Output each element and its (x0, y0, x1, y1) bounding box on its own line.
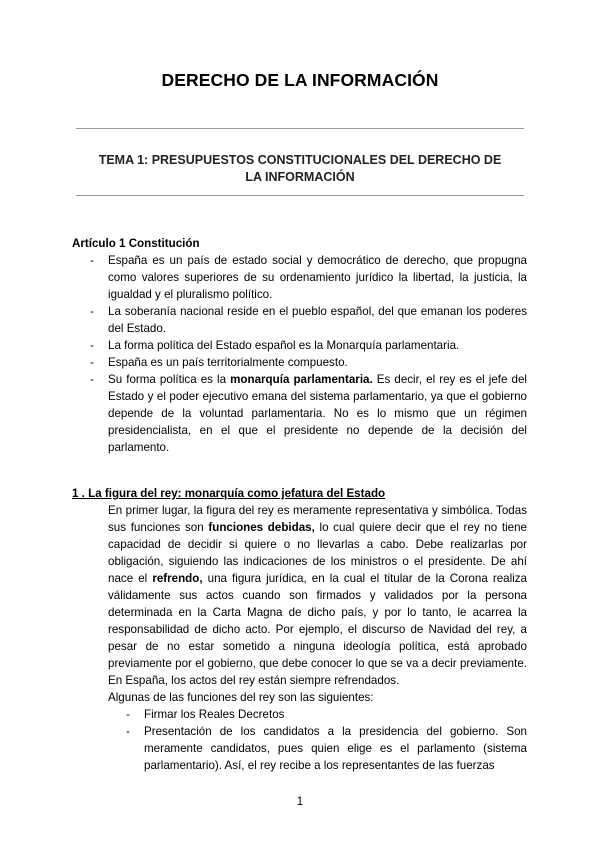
functions-list (72, 706, 527, 774)
bold-term: monarquía parlamentaria. (230, 373, 373, 386)
article-1-list (72, 252, 527, 456)
paragraph-text: lo cual quiere decir que el rey no tiene capacidad de decidir si quiere o no llevarlas a cabo. Debe realizarlas por obligación, siguiendo las indicaciones de los ministros o el presidente. De ahí nace el (108, 521, 527, 585)
list-item: - España es un país de estado social y democrático de derecho, que propugna como valores superiores de su ordenamiento jurídico la libertad, la justicia, la igualdad y el pluralismo político. (108, 252, 527, 303)
paragraph-text: una figura jurídica, en la cual el titular de la Corona realiza válidamente sus actos cuando son firmados y validados por la persona determinada en la Carta Magna de dicho país, y por lo tanto, le acarrea la responsabilidad de dicho acto. Por ejemplo, el discurso de Navidad del rey, a pesar de no estar sometido a ninguna ideología política, está aprobado previamente por el gobierno, que debe conocer lo que se va a decir previamente. En España, los actos del rey están siempre refrendados. (108, 572, 527, 687)
list-item (108, 371, 527, 456)
divider-top (76, 128, 524, 129)
list-item: - La soberanía nacional reside en el pueblo español, del que emanan los poderes del Estado. (108, 303, 527, 337)
functions-intro: Algunas de las funciones del rey son las siguientes: (108, 691, 374, 704)
paragraph-text: En primer lugar, la figura del rey es meramente representativa y simbólica. Todas sus funciones son (108, 504, 527, 534)
list-item: - Presentación de los candidatos a la presidencia del gobierno. Son meramente candidatos, pues quien elige es el parlamento (sistema parlamentario). Así, el rey recibe a los representantes de las fuerzas (144, 723, 527, 774)
list-item: - La forma política del Estado español es la Monarquía parlamentaria. (108, 337, 527, 354)
item-text: Es decir, el rey es el jefe del Estado y el poder ejecutivo emana del sistema parlamentario, ya que el gobierno depende de la voluntad parlamentaria. No es lo mismo que un régimen presidencialista, en el que el presidente no depende de la decisión del parlamento. (108, 373, 527, 454)
list-item: - Firmar los Reales Decretos (144, 706, 527, 723)
section-1-paragraph (72, 502, 527, 689)
topic-title: TEMA 1: PRESUPUESTOS CONSTITUCIONALES DEL DERECHO DE LA INFORMACIÓN (98, 153, 502, 184)
list-item: - España es un país territorialmente compuesto. (108, 354, 527, 371)
bold-term: funciones debidas, (208, 521, 315, 534)
article-1-heading: Artículo 1 Constitución (72, 237, 200, 250)
item-text: Su forma política es la (108, 373, 231, 386)
document-title: DERECHO DE LA INFORMACIÓN (161, 70, 439, 90)
article-1-block (72, 235, 527, 456)
bold-term: refrendo, (152, 572, 203, 585)
section-1-block (72, 485, 527, 774)
section-1-heading: 1 . La figura del rey: monarquía como jefatura del Estado (72, 487, 386, 500)
divider-bottom (76, 195, 524, 196)
page-number: 1 (296, 796, 304, 808)
